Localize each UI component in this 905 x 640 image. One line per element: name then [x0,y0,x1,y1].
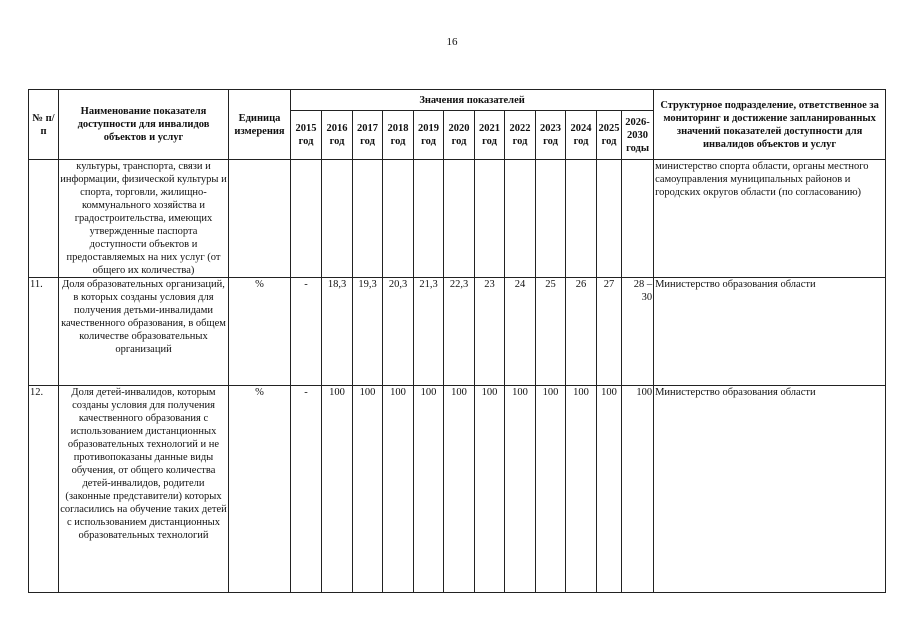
value-cell: 25 [536,278,566,386]
value-cell [322,160,353,278]
header-org: Структурное подразделение, ответственное за мониторинг и достижение запланированных значений показателей доступности для инвалидов объектов и услуг [654,90,886,160]
row-number: 11. [29,278,59,386]
header-year: 2026-2030 годы [622,111,654,160]
value-cell: 100 [444,386,475,593]
value-cell [444,160,475,278]
table-row [29,278,886,386]
responsible-org: Министерство образования области [654,278,886,386]
value-cell [475,160,505,278]
header-name: Наименование показателя доступности для инвалидов объектов и услуг [59,90,229,160]
value-cell: 100 [414,386,444,593]
indicators-table [28,89,886,593]
page-number: 16 [446,36,458,48]
header-year: 2015 год [291,111,322,160]
value-cell: 100 [383,386,414,593]
responsible-org: Министерство образования области [654,386,886,593]
header-year: 2024 год [566,111,597,160]
value-cell: 100 [353,386,383,593]
value-cell [383,160,414,278]
header-year: 2022 год [505,111,536,160]
header-year: 2021 год [475,111,505,160]
value-cell: - [291,386,322,593]
unit-cell [229,160,291,278]
table-row [29,386,886,593]
value-cell: 26 [566,278,597,386]
header-year: 2016 год [322,111,353,160]
value-cell: 100 [597,386,622,593]
indicator-name: культуры, транспорта, связи и информации, физической культуры и спорта, торговли, жилищно-коммунального хозяйства и градостроительства, имеющих утвержденные паспорта доступности объектов и предоставляемых на них услуг (от общего их количества) [60,161,227,276]
value-cell [597,160,622,278]
unit-cell: % [229,386,291,593]
value-cell: 100 [536,386,566,593]
value-cell: 18,3 [322,278,353,386]
value-cell: 28 – 30 [622,278,654,386]
value-cell: 24 [505,278,536,386]
value-cell: 27 [597,278,622,386]
value-cell: - [291,278,322,386]
header-year: 2020 год [444,111,475,160]
table-row [29,160,886,278]
value-cell: 22,3 [444,278,475,386]
header-values: Значения показателей [291,90,654,111]
value-cell: 100 [505,386,536,593]
value-cell [566,160,597,278]
value-cell [536,160,566,278]
value-cell: 100 [622,386,654,593]
row-number [29,160,59,278]
value-cell: 100 [322,386,353,593]
value-cell [291,160,322,278]
value-cell: 19,3 [353,278,383,386]
value-cell: 100 [475,386,505,593]
header-no: № п/п [29,90,59,160]
value-cell [622,160,654,278]
header-year: 2019 год [414,111,444,160]
row-number: 12. [29,386,59,593]
value-cell: 20,3 [383,278,414,386]
value-cell [414,160,444,278]
header-year: 2025 год [597,111,622,160]
responsible-org: министерство спорта области, органы местного самоуправления муниципальных районов и городских округов области (по согласованию) [654,160,886,278]
header-year: 2018 год [383,111,414,160]
indicator-name: Доля детей-инвалидов, которым созданы условия для получения качественного образования с использованием дистанционных образовательных технологий и не противопоказаны данные виды обучения, от общего количества детей-инвалидов, родители (законные представители) которых согласились на обучение таких детей с использованием дистанционных образовательных технологий [59,386,229,593]
header-year: 2023 год [536,111,566,160]
unit-cell: % [229,278,291,386]
value-cell [505,160,536,278]
indicator-name: Доля образовательных организаций, в которых созданы условия для получения детьми-инвалидами качественного образования, в общем количестве образовательных организаций [59,278,229,386]
header-unit: Единица измерения [229,90,291,160]
value-cell [353,160,383,278]
value-cell: 21,3 [414,278,444,386]
value-cell: 23 [475,278,505,386]
value-cell: 100 [566,386,597,593]
header-year: 2017 год [353,111,383,160]
